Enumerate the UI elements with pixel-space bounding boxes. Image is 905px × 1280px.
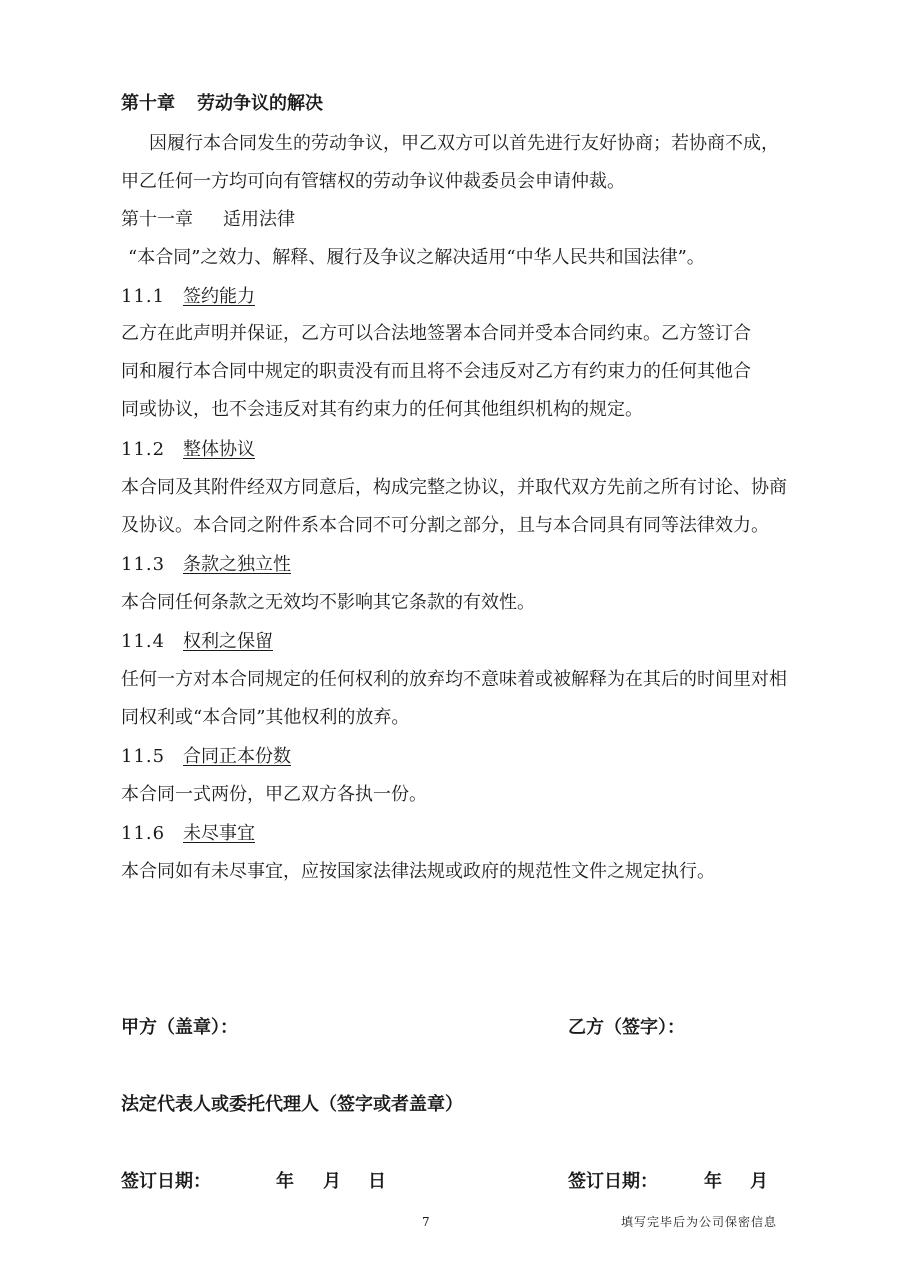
section-heading: [121, 438, 255, 462]
section-title: 未尽事宜: [183, 823, 255, 844]
date-month-b: 月: [750, 1171, 768, 1192]
chapter-11-heading: [121, 208, 295, 232]
section-number: 11.6: [121, 823, 166, 844]
chapter-10-paragraph-line: 因履行本合同发生的劳动争议，甲乙双方可以首先进行友好协商；若协商不成，: [149, 133, 779, 154]
date-day-a: 日: [368, 1171, 386, 1192]
section-text-line: 同或协议，也不会违反对其有约束力的任何其他组织机构的规定。: [121, 399, 643, 420]
section-number: 11.2: [121, 439, 166, 460]
section-number: 11.1: [121, 286, 166, 307]
section-text-line: 同权利或“本合同”其他权利的放弃。: [121, 707, 410, 728]
section-title: 整体协议: [183, 439, 255, 460]
party-b-signature-label: 乙方（签字）：: [568, 1017, 685, 1038]
date-year-b: 年: [704, 1171, 722, 1192]
chapter-10-paragraph-line: 甲乙任何一方均可向有管辖权的劳动争议仲裁委员会申请仲裁。: [121, 171, 625, 192]
section-heading: [121, 285, 255, 309]
section-title: 条款之独立性: [183, 554, 291, 575]
section-text-line: 本合同一式两份，甲乙双方各执一份。: [121, 784, 427, 805]
section-heading: [121, 745, 291, 769]
section-heading: [121, 822, 255, 846]
confidentiality-note: 填写完毕后为公司保密信息: [621, 1215, 778, 1229]
section-text-line: 本合同及其附件经双方同意后，构成完整之协议，并取代双方先前之所有讨论、协商: [121, 477, 787, 498]
section-number: 11.4: [121, 631, 166, 652]
section-heading: [121, 630, 273, 654]
section-text-line: 同和履行本合同中规定的职责没有而且将不会违反对乙方有约束力的任何其他合: [121, 361, 751, 382]
section-title: 权利之保留: [183, 631, 273, 652]
chapter-10-subtitle: 劳动争议的解决: [197, 93, 323, 114]
page-number: 7: [422, 1215, 430, 1229]
chapter-10-title: 第十章: [121, 93, 175, 114]
section-text-line: 本合同任何条款之无效均不影响其它条款的有效性。: [121, 592, 535, 613]
chapter-11-subtitle: 适用法律: [223, 209, 295, 230]
section-title: 签约能力: [183, 286, 255, 307]
chapter-11-title: 第十一章: [121, 209, 193, 230]
section-text-line: 本合同如有未尽事宜，应按国家法律法规或政府的规范性文件之规定执行。: [121, 861, 715, 882]
section-text-line: 及协议。本合同之附件系本合同不可分割之部分，且与本合同具有同等法律效力。: [121, 515, 769, 536]
signing-date-label-b: 签订日期：: [568, 1171, 658, 1192]
party-a-seal-label: 甲方（盖章）：: [121, 1017, 238, 1038]
chapter-10-heading: [121, 92, 323, 116]
chapter-11-intro: “本合同”之效力、解释、履行及争议之解决适用“中华人民共和国法律”。: [128, 247, 705, 268]
date-year-a: 年: [276, 1171, 294, 1192]
section-text-line: 任何一方对本合同规定的任何权利的放弃均不意味着或被解释为在其后的时间里对相: [121, 669, 787, 690]
section-number: 11.5: [121, 746, 166, 767]
representative-label: 法定代表人或委托代理人（签字或者盖章）: [121, 1094, 463, 1115]
signing-date-label-a: 签订日期：: [121, 1171, 211, 1192]
section-text-line: 乙方在此声明并保证，乙方可以合法地签署本合同并受本合同约束。乙方签订合: [121, 323, 751, 344]
date-month-a: 月: [323, 1171, 341, 1192]
section-number: 11.3: [121, 554, 166, 575]
section-title: 合同正本份数: [183, 746, 291, 767]
section-heading: [121, 553, 291, 577]
